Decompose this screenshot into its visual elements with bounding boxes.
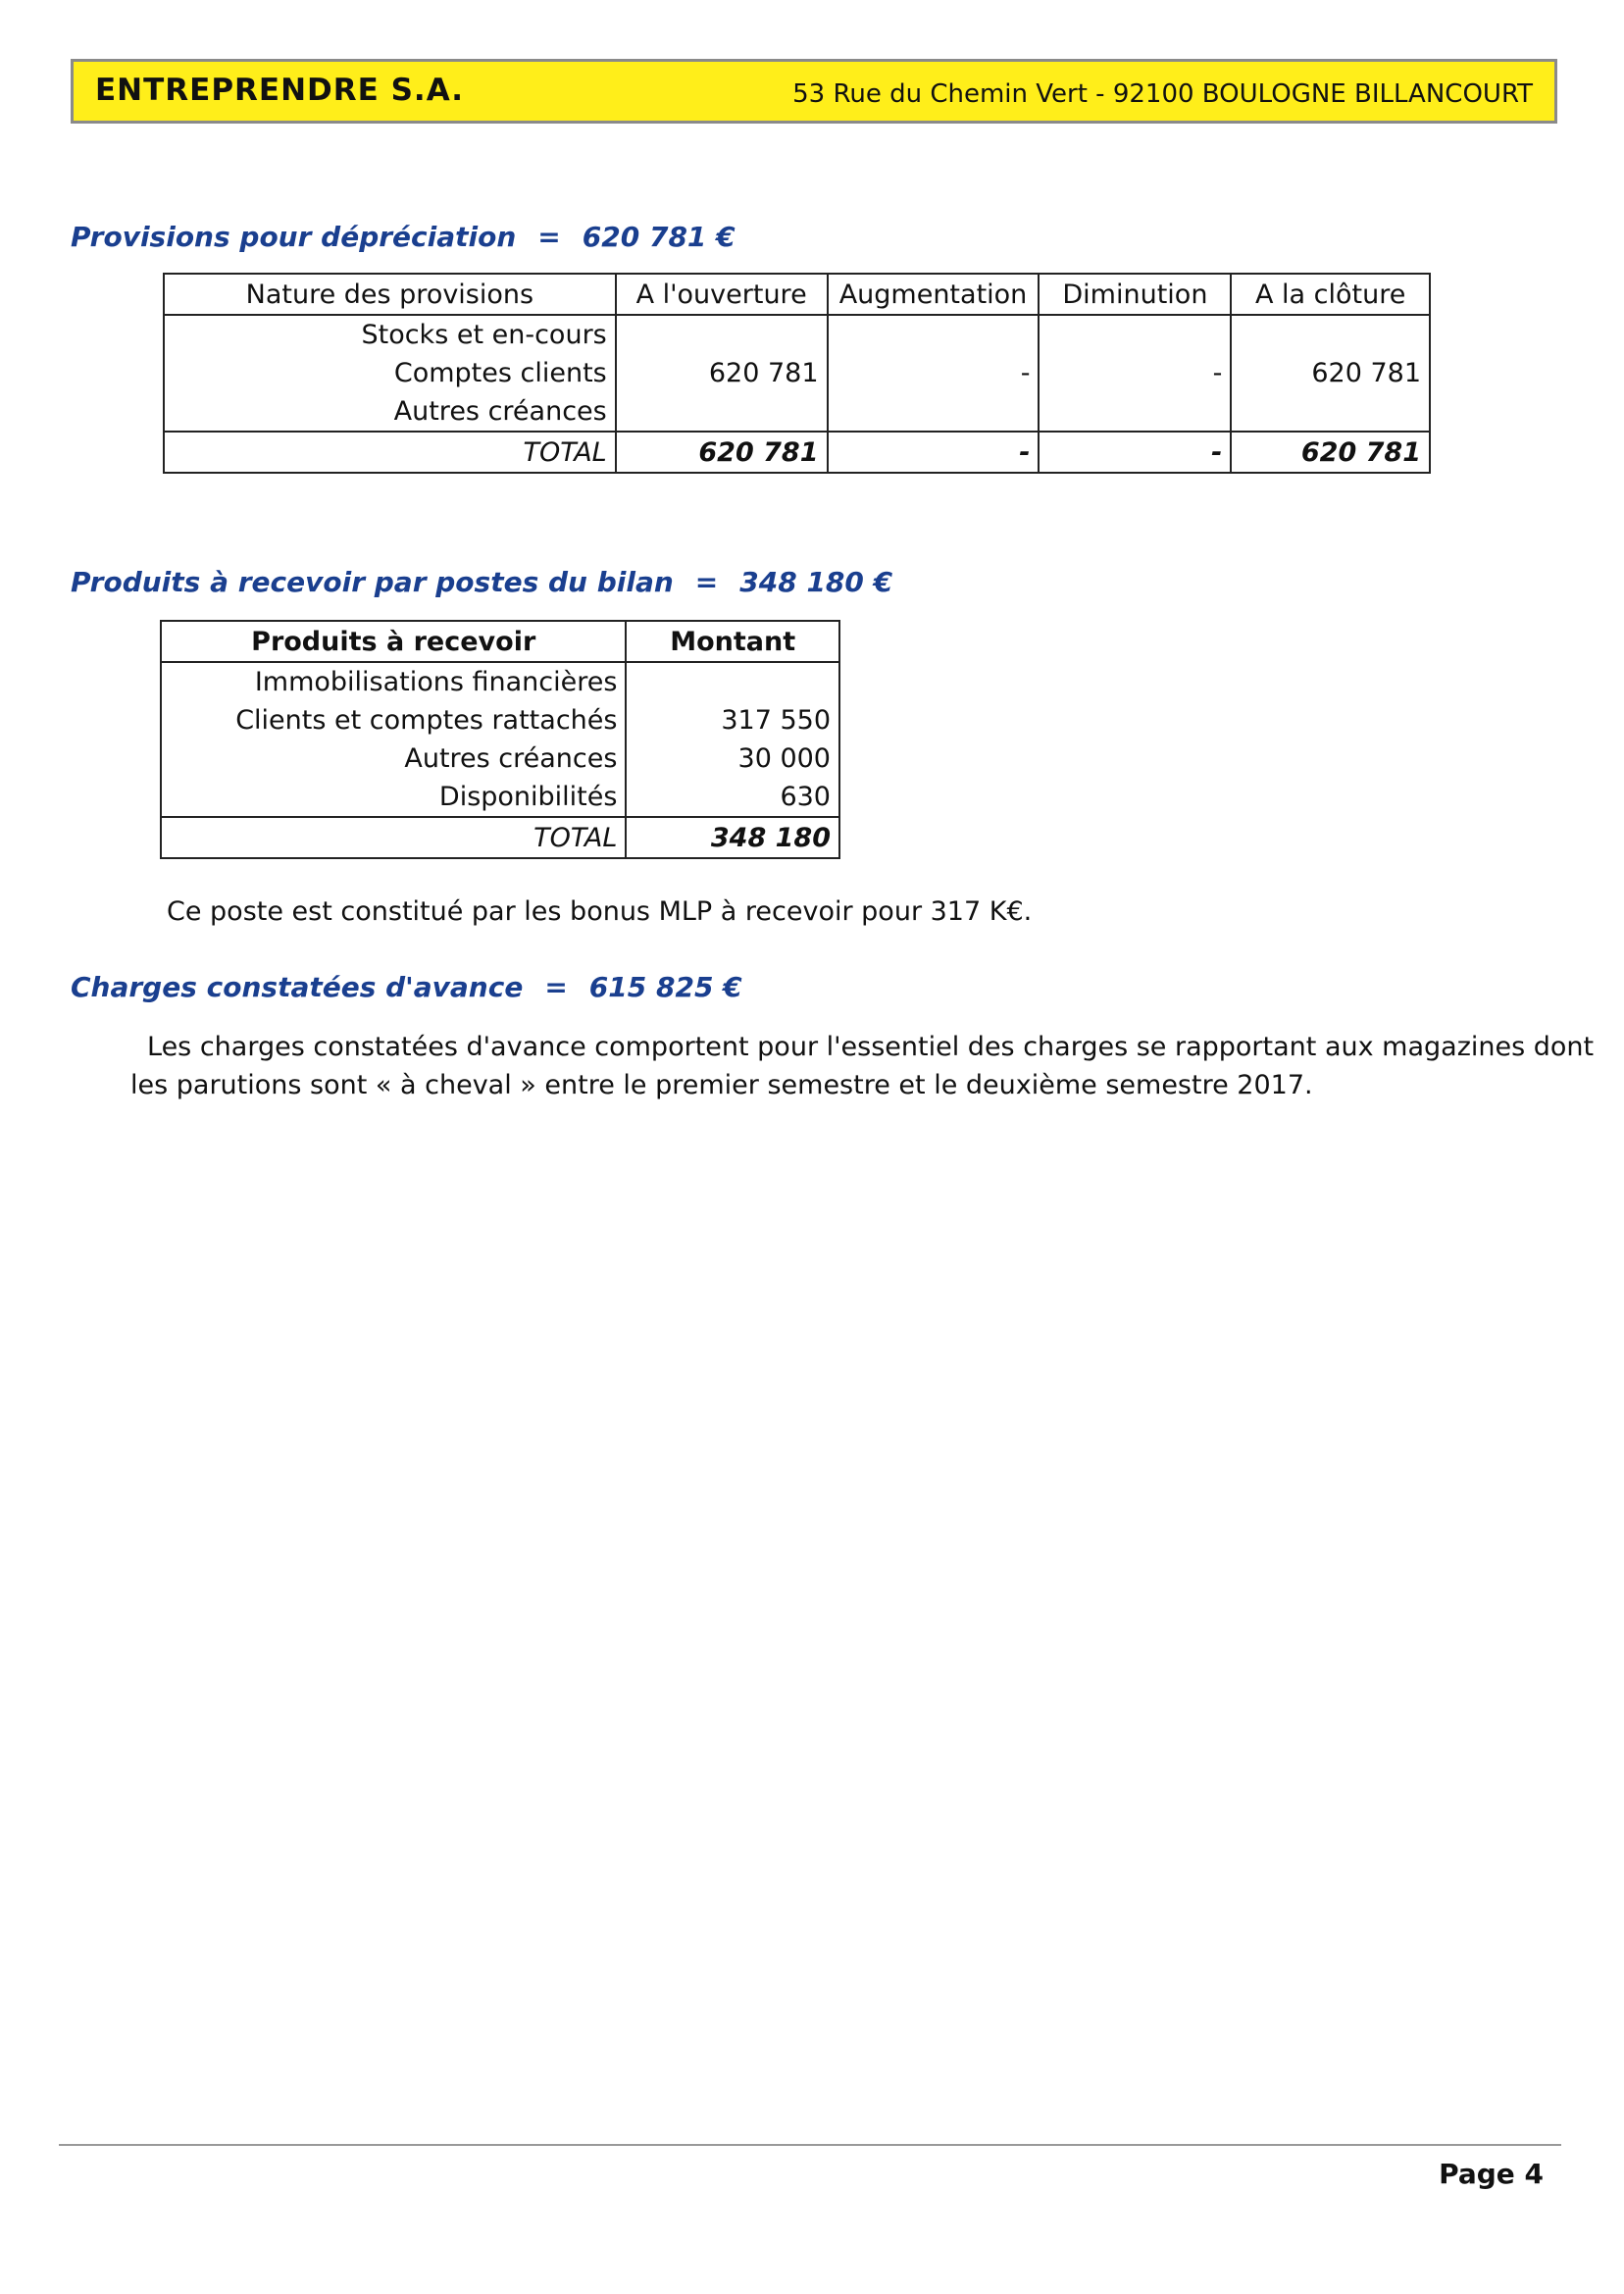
- produits-body-row: [161, 662, 839, 817]
- produits-total-value: 348 180: [626, 817, 839, 858]
- value-clients: 317 550: [721, 705, 831, 736]
- provisions-body-row: [164, 315, 1430, 432]
- col-produits: Produits à recevoir: [161, 621, 626, 662]
- charges-title-text: Charges constatées d'avance: [71, 971, 524, 1003]
- provisions-total-row: [164, 432, 1430, 473]
- col-augmentation: Augmentation: [828, 274, 1040, 315]
- produits-total-label: TOTAL: [161, 817, 626, 858]
- nature-stocks: Stocks et en-cours: [361, 320, 607, 350]
- value-cloture: 620 781: [1231, 315, 1430, 432]
- row-immobilisations: Immobilisations financières: [254, 667, 618, 697]
- value-autres-creances: 30 000: [737, 743, 831, 774]
- total-label: TOTAL: [164, 432, 616, 473]
- page-number: Page 4: [1439, 2158, 1544, 2190]
- col-cloture: A la clôture: [1231, 274, 1430, 315]
- provisions-natures: [164, 315, 616, 432]
- row-disponibilites: Disponibilités: [438, 782, 618, 812]
- header-band: [71, 59, 1557, 124]
- provisions-title-text: Provisions pour dépréciation: [71, 221, 517, 253]
- value-diminution: -: [1039, 315, 1231, 432]
- total-ouverture: 620 781: [616, 432, 828, 473]
- produits-equals: =: [694, 566, 719, 598]
- produits-amount: 348 180 €: [739, 566, 893, 598]
- provisions-header-row: [164, 274, 1430, 315]
- total-diminution: -: [1039, 432, 1231, 473]
- company-address: 53 Rue du Chemin Vert - 92100 BOULOGNE BILLANCOURT: [792, 79, 1533, 109]
- value-ouverture: 620 781: [616, 315, 828, 432]
- charges-line-2: les parutions sont « à cheval » entre le premier semestre et le deuxième semestre 2017.: [130, 1070, 1313, 1100]
- value-augmentation: -: [828, 315, 1040, 432]
- total-cloture: 620 781: [1231, 432, 1430, 473]
- nature-comptes-clients: Comptes clients: [393, 358, 607, 388]
- charges-amount: 615 825 €: [588, 971, 742, 1003]
- produits-labels: [161, 662, 626, 817]
- provisions-amount: 620 781 €: [582, 221, 736, 253]
- row-autres-creances: Autres créances: [404, 743, 618, 774]
- provisions-equals: =: [537, 221, 561, 253]
- col-nature: Nature des provisions: [164, 274, 616, 315]
- value-immobilisations: [634, 663, 831, 701]
- col-ouverture: A l'ouverture: [616, 274, 828, 315]
- produits-note: Ce poste est constitué par les bonus MLP à recevoir pour 317 K€.: [167, 896, 1033, 927]
- footer-divider: [59, 2144, 1561, 2146]
- produits-total-row: [161, 817, 839, 858]
- total-augmentation: -: [828, 432, 1040, 473]
- produits-header-row: [161, 621, 839, 662]
- col-montant: Montant: [626, 621, 839, 662]
- col-diminution: Diminution: [1039, 274, 1231, 315]
- produits-table: [160, 620, 840, 859]
- charges-title: [71, 971, 742, 1003]
- row-clients: Clients et comptes rattachés: [235, 705, 618, 736]
- charges-line-1: Les charges constatées d'avance comportent pour l'essentiel des charges se rapportant aux magazines dont: [147, 1032, 1595, 1062]
- provisions-title: [71, 221, 736, 253]
- company-name: ENTREPRENDRE S.A.: [95, 73, 465, 108]
- value-disponibilites: 630: [780, 782, 831, 812]
- nature-autres-creances: Autres créances: [393, 396, 607, 427]
- provisions-table: [163, 273, 1431, 474]
- produits-values: [626, 662, 839, 817]
- produits-title-text: Produits à recevoir par postes du bilan: [71, 566, 674, 598]
- produits-title: [71, 566, 892, 598]
- charges-equals: =: [544, 971, 568, 1003]
